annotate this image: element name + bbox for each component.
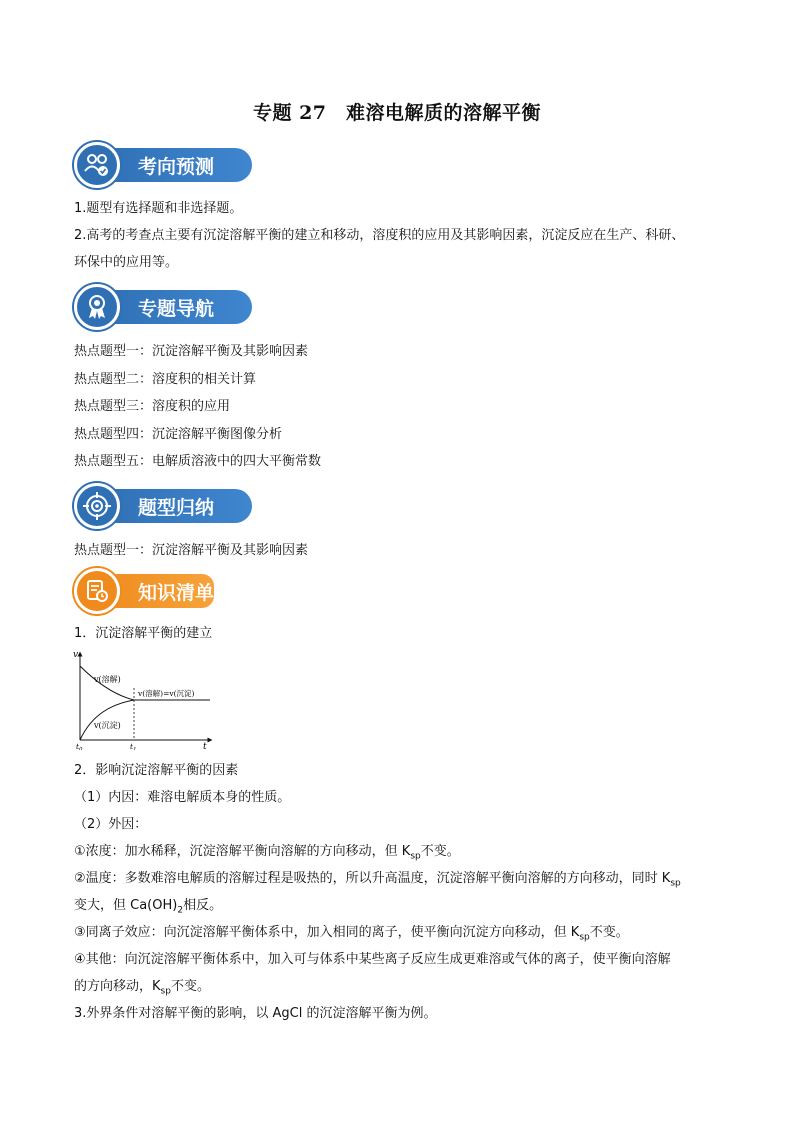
external-factor: （2）外因： [74,817,148,832]
section-title-summary: 题型归纳 [92,489,252,523]
people-check-icon [74,142,120,188]
knowledge-heading-1: 1．沉淀溶解平衡的建立 [74,626,213,641]
knowledge-heading-3: 3.外界条件对溶解平衡的影响，以 AgCl 的沉淀溶解平衡为例。 [74,1006,437,1021]
factor-other-cont: 的方向移动，$K_{sp}$不变。 [74,979,210,997]
factor-common-ion: ③同离子效应：向沉淀溶解平衡体系中，加入相同的离子，使平衡向沉淀方向移动，但 $K_{sp}$不变。 [74,925,629,943]
nav-item: 热点题型五：电解质溶液中的四大平衡常数 [74,454,322,469]
nav-item: 热点题型一：沉淀溶解平衡及其影响因素 [74,344,309,359]
factor-temperature-cont: 变大，但 $Ca(OH)_2$相反。 [74,898,223,916]
nav-item: 热点题型二：溶度积的相关计算 [74,372,257,387]
section-title-forecast: 考向预测 [92,148,252,182]
section-banner-forecast [74,142,254,188]
section-banner-nav [74,284,254,330]
forecast-line-2: 2.高考的考查点主要有沉淀溶解平衡的建立和移动，溶度积的应用及其影响因素，沉淀反应在生产、科研、 [74,228,685,243]
x-axis-label: t [203,742,207,750]
factor-other: ④其他：向沉淀溶解平衡体系中，加入可与体系中某些离子反应生成更难溶或气体的离子，使平衡向溶解 [74,952,671,967]
factor-temperature: ②温度：多数难溶电解质的溶解过程是吸热的，所以升高温度，沉淀溶解平衡向溶解的方向移动，同时 $K_{sp}$ [74,871,681,889]
factor-concentration: ①浓度：加水稀释，沉淀溶解平衡向溶解的方向移动，但 $K_{sp}$不变。 [74,844,460,862]
section-title-nav: 专题导航 [92,290,252,324]
summary-item: 热点题型一：沉淀溶解平衡及其影响因素 [74,543,309,558]
series-label-precipitate: v(沉淀) [94,721,121,730]
series-precipitate-line [80,700,134,740]
dissolution-equilibrium-chart [70,648,220,750]
equilibrium-label: v(溶解)=v(沉淀) [138,689,195,698]
forecast-line-3: 环保中的应用等。 [74,255,179,270]
internal-factor: （1）内因：难溶电解质本身的性质。 [74,790,291,805]
x-tick-label: $t_1$ [130,742,137,750]
section-title-knowledge: 知识清单 [92,574,214,608]
page-title: 专题 27 难溶电解质的溶解平衡 [252,102,542,124]
award-ribbon-icon [74,284,120,330]
section-banner-knowledge [74,568,214,614]
forecast-line-1: 1.题型有选择题和非选择题。 [74,201,243,216]
nav-item: 热点题型四：沉淀溶解平衡图像分析 [74,427,283,442]
knowledge-heading-2: 2．影响沉淀溶解平衡的因素 [74,763,239,778]
section-banner-summary [74,483,254,529]
document-clock-icon [74,568,120,614]
nav-item: 热点题型三：溶度积的应用 [74,399,231,414]
series-label-dissolve: v(溶解) [94,675,121,684]
target-icon [74,483,120,529]
y-axis-label: v [73,650,79,660]
x-tick-label: $t_0$ [76,742,83,750]
